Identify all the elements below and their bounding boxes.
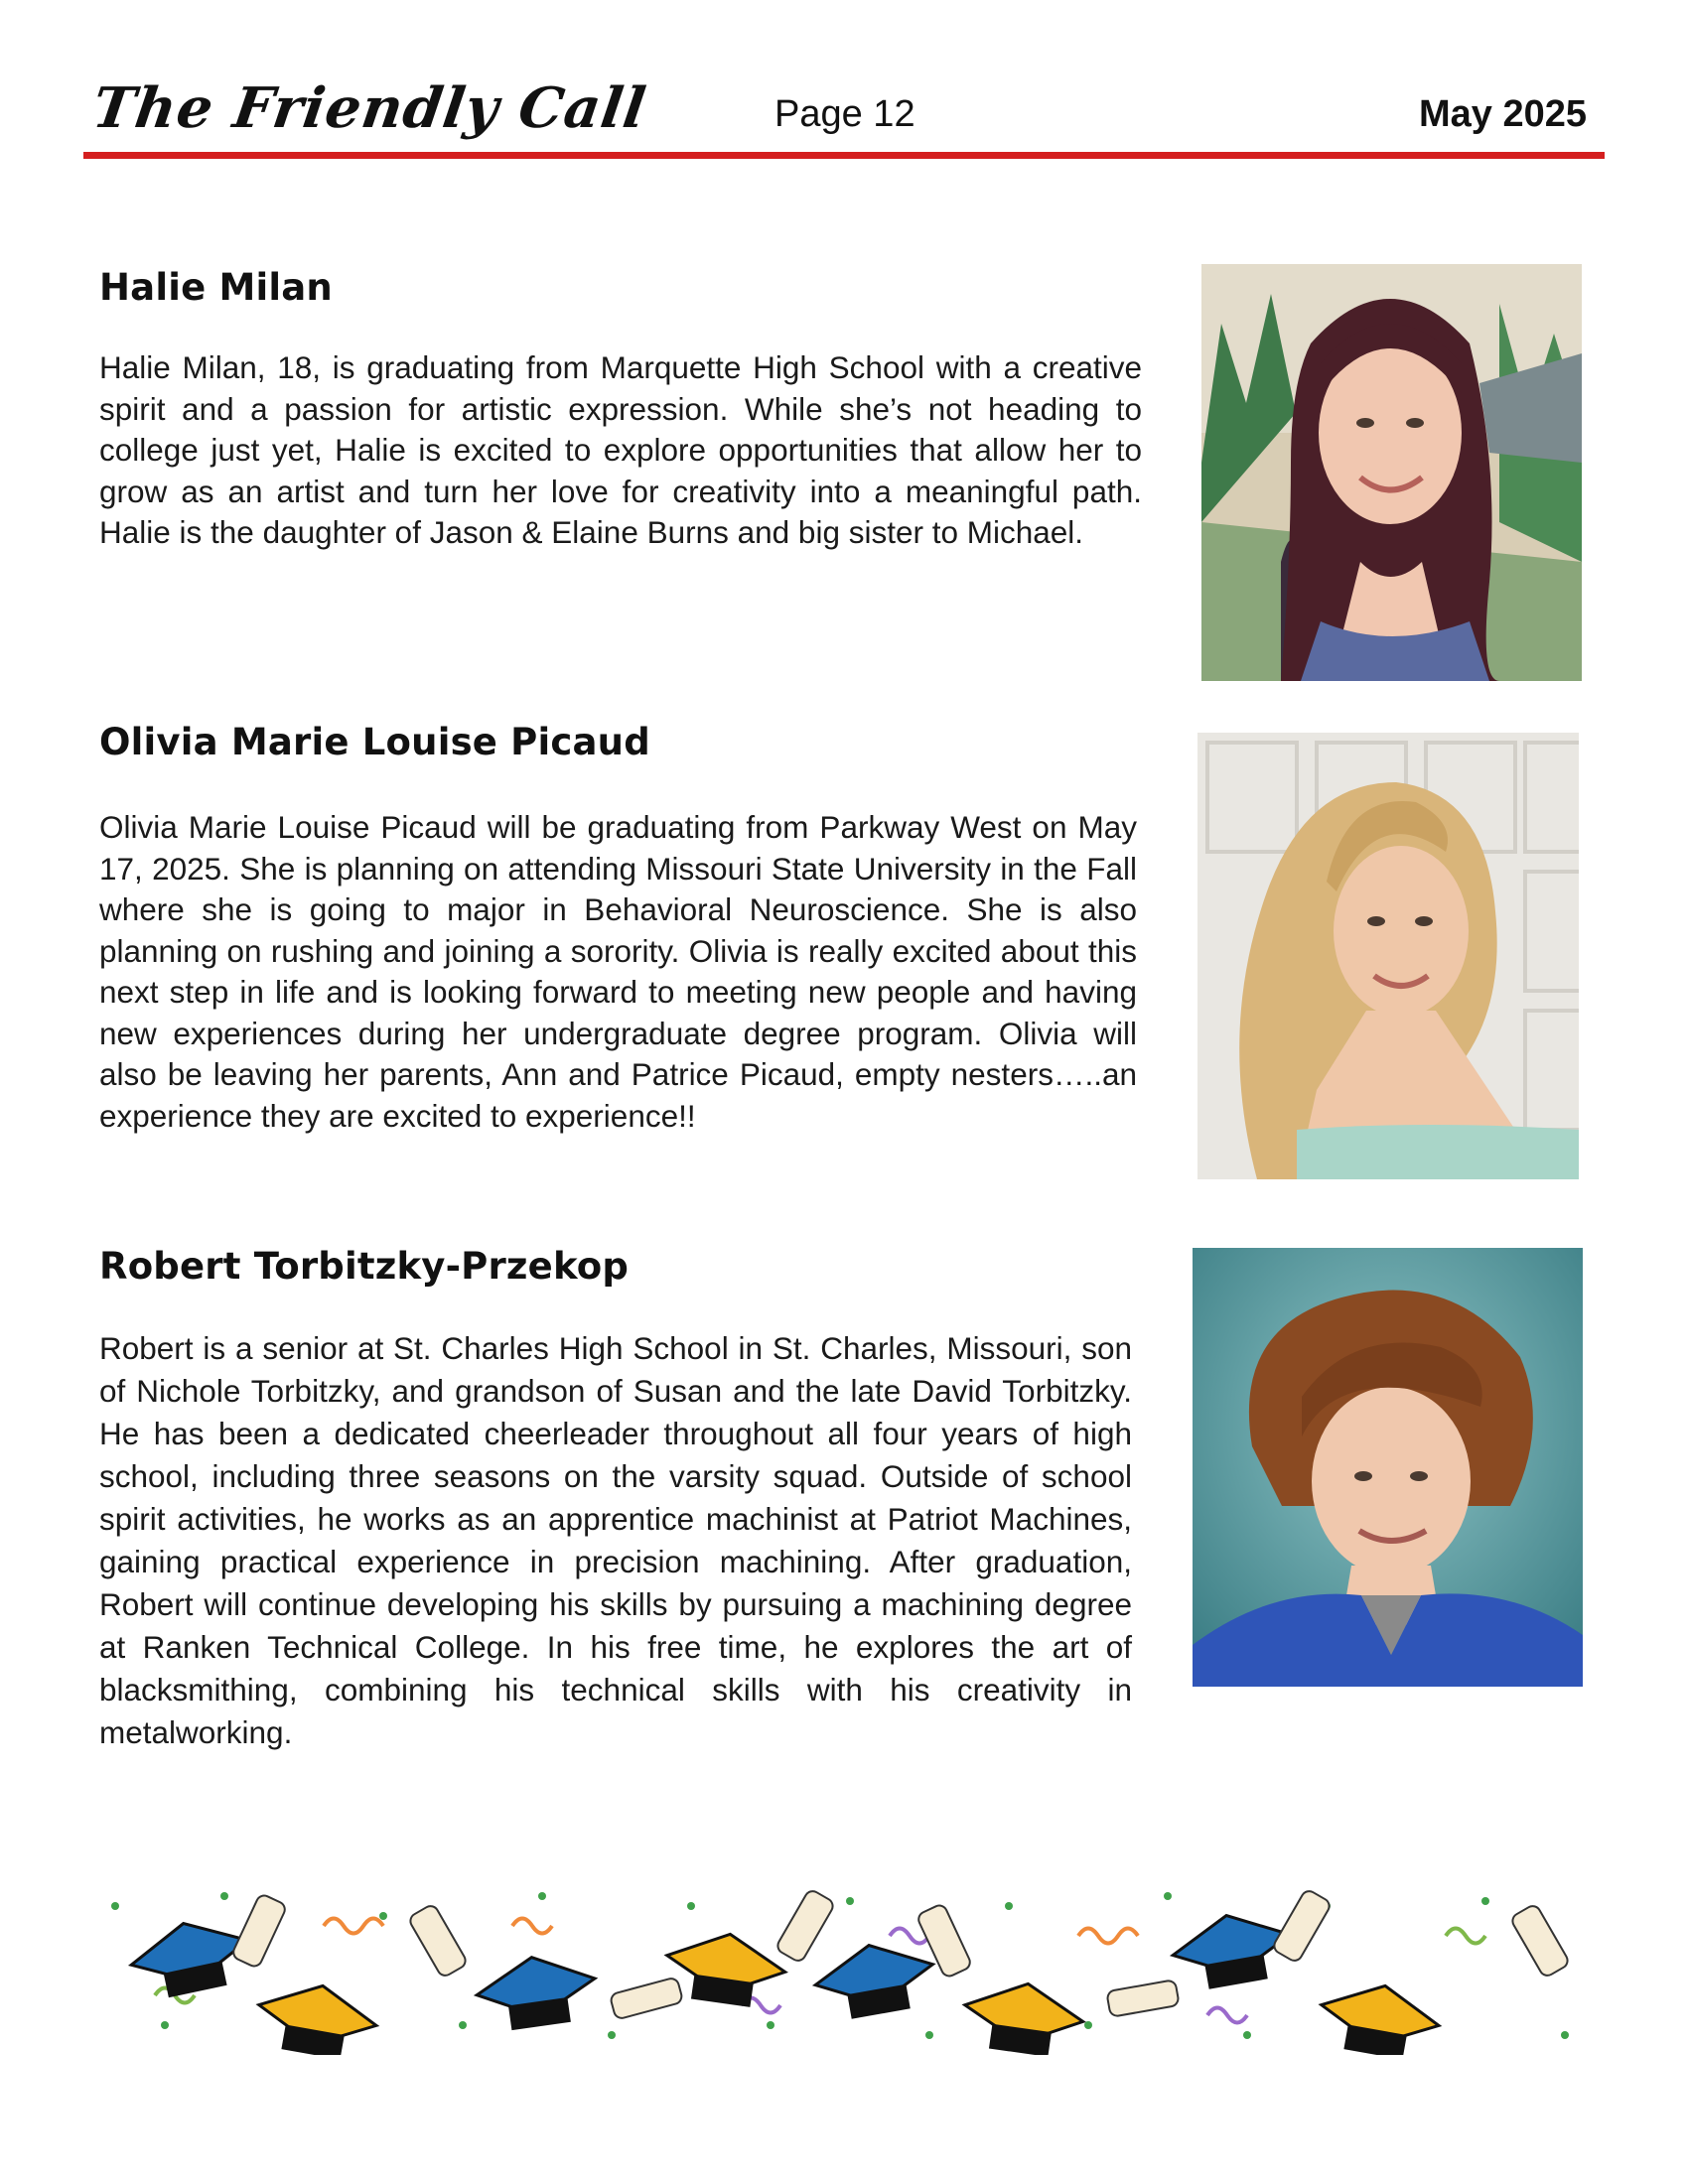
photo-olivia: [1197, 733, 1579, 1179]
masthead-title: The Friendly Call: [88, 75, 650, 141]
photo-halie: [1201, 264, 1582, 681]
page-header: [83, 69, 1605, 159]
profile-name-halie: Halie Milan: [99, 266, 333, 309]
graduation-border: [95, 1876, 1605, 2055]
profile-name-robert: Robert Torbitzky-Przekop: [99, 1245, 630, 1288]
issue-date: May 2025: [1418, 93, 1587, 135]
header-divider: [83, 152, 1605, 159]
photo-robert: [1193, 1248, 1583, 1687]
profile-bio-robert: Robert is a senior at St. Charles High School in St. Charles, Missouri, son of Nichole Torbitzky, and grandson of Susan and the late David Torbitzky. He has been a dedicated cheerleader throughout all four years of high school, including three seasons on the varsity squad. Outside of school spirit activities, he works as an apprentice machinist at Patriot Machines, gaining practical experience in precision machining. After graduation, Robert will continue developing his skills by pursuing a machining degree at Ranken Technical College. In his free time, he explores the art of blacksmithing, combining his technical skills with his creativity in metalworking.: [99, 1330, 1132, 1750]
profile-bio-olivia: Olivia Marie Louise Picaud will be graduating from Parkway West on May 17, 2025. She is planning on attending Missouri State University in the Fall where she is going to major in Behavioral Neuroscience. She is also planning on rushing and joining a sorority. Olivia is really excited about this next step in life and is looking forward to meeting new people and having new experiences during her undergraduate degree program. Olivia will also be leaving her parents, Ann and Patrice Picaud, empty nesters…..an experience they are excited to experience!!: [99, 809, 1137, 1134]
profile-bio-halie: Halie Milan, 18, is graduating from Marquette High School with a creative spirit and a passion for artistic expression. While she’s not heading to college just yet, Halie is excited to explore opportunities that allow her to grow as an artist and turn her love for creativity into a meaningful path. Halie is the daughter of Jason & Elaine Burns and big sister to Michael.: [99, 349, 1142, 550]
profile-name-olivia: Olivia Marie Louise Picaud: [99, 721, 650, 763]
page-number: Page 12: [774, 93, 915, 135]
